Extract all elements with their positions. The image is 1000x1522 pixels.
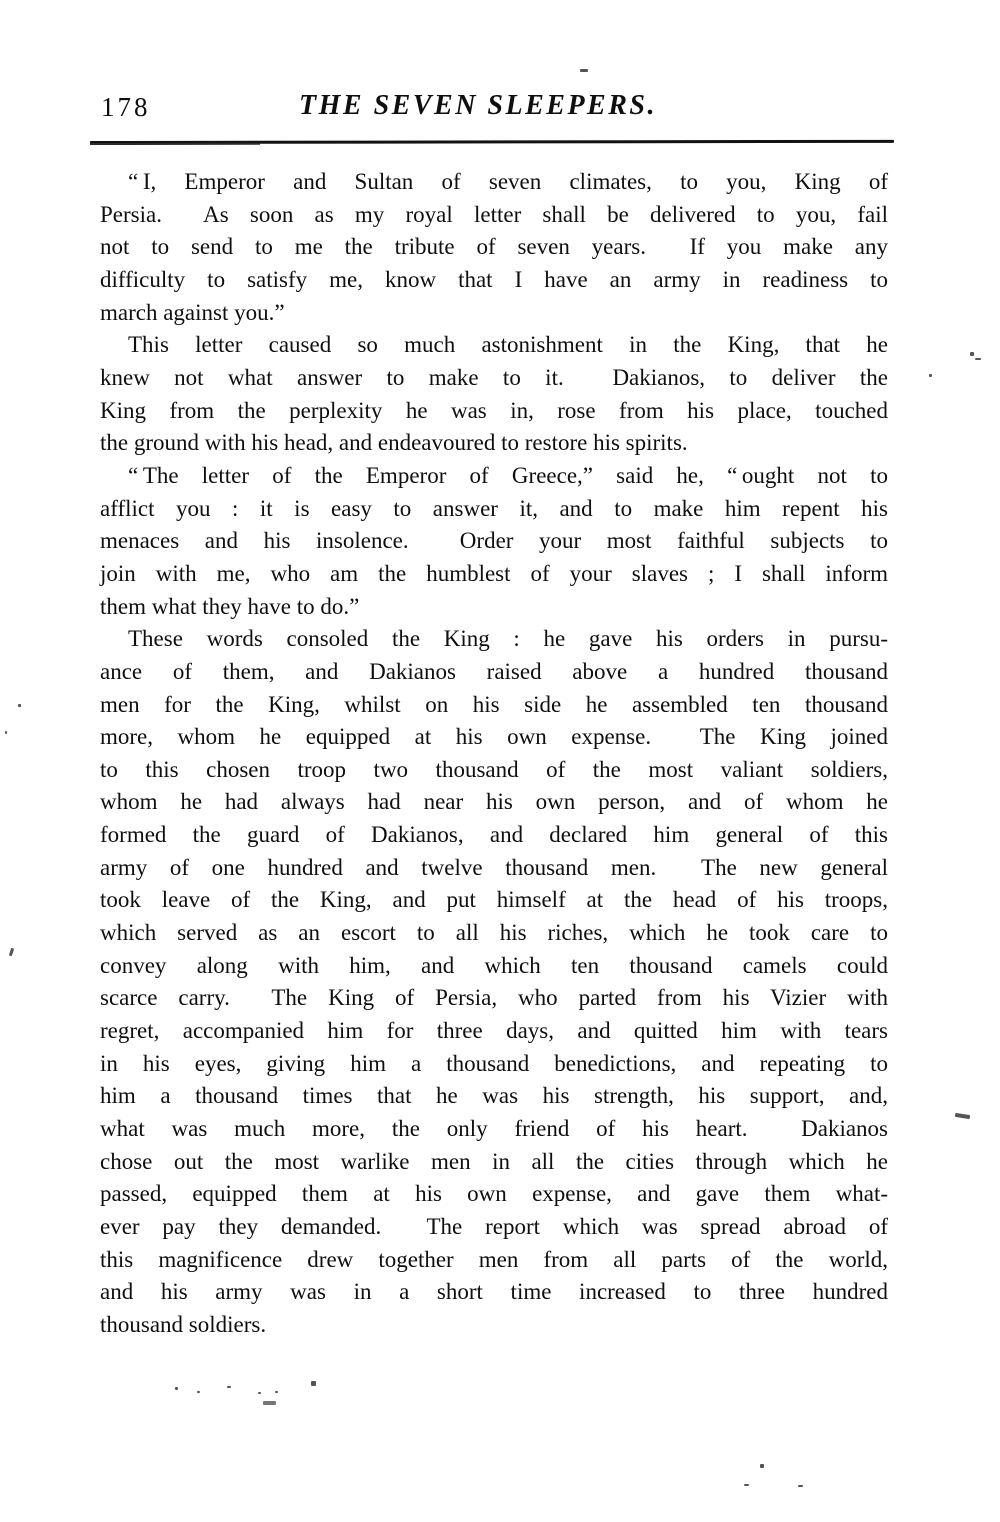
scan-speck bbox=[970, 352, 974, 356]
text-line: ance of them, and Dakianos raised above a hundred thousand bbox=[100, 658, 888, 684]
text-line: King from the perplexity he was in, rose from his place, touched bbox=[100, 397, 888, 423]
text-line: not to send to me the tribute of seven years. If you make any bbox=[100, 234, 888, 260]
scan-speck bbox=[275, 1391, 278, 1393]
scan-speck bbox=[18, 704, 21, 707]
paragraph-2 bbox=[100, 329, 888, 460]
paragraph-1 bbox=[100, 166, 888, 329]
text-line: and his army was in a short time increased to three hundred bbox=[100, 1279, 888, 1305]
body-text bbox=[100, 166, 888, 1342]
scan-speck bbox=[197, 1391, 200, 1393]
text-line: scarce carry. The King of Persia, who parted from his Vizier with bbox=[100, 985, 888, 1011]
text-line: “ The letter of the Emperor of Greece,” said he, “ ought not to bbox=[128, 462, 888, 488]
scan-speck bbox=[311, 1381, 316, 1386]
text-line: These words consoled the King : he gave his orders in pursu- bbox=[128, 626, 888, 652]
text-line: passed, equipped them at his own expense, and gave them what- bbox=[100, 1181, 888, 1207]
text-line: army of one hundred and twelve thousand men. The new general bbox=[100, 854, 888, 880]
text-line: knew not what answer to make to it. Dakianos, to deliver the bbox=[100, 364, 888, 390]
text-line: whom he had always had near his own person, and of whom he bbox=[100, 789, 888, 815]
text-line: men for the King, whilst on his side he assembled ten thousand bbox=[100, 691, 888, 717]
text-line: in his eyes, giving him a thousand benedictions, and repeating to bbox=[100, 1050, 888, 1076]
text-line: which served as an escort to all his riches, which he took care to bbox=[100, 920, 888, 946]
text-line: him a thousand times that he was his strength, his support, and, bbox=[100, 1083, 888, 1109]
text-line: This letter caused so much astonishment in the King, that he bbox=[128, 332, 888, 358]
running-title: THE SEVEN SLEEPERS. bbox=[299, 90, 657, 121]
text-line: Persia. As soon as my royal letter shall be delivered to you, fail bbox=[100, 201, 888, 227]
scan-speck bbox=[975, 358, 981, 360]
text-line: to this chosen troop two thousand of the most valiant soldiers, bbox=[100, 756, 888, 782]
text-line: the ground with his head, and endeavoured to restore his spirits. bbox=[100, 430, 688, 456]
text-line: difficulty to satisfy me, know that I have an army in readiness to bbox=[100, 266, 888, 292]
text-line: this magnificence drew together men from all parts of the world, bbox=[100, 1246, 888, 1272]
text-line: menaces and his insolence. Order your most faithful subjects to bbox=[100, 528, 888, 554]
text-line: ever pay they demanded. The report which was spread abroad of bbox=[100, 1214, 888, 1239]
text-line: march against you.” bbox=[100, 299, 285, 325]
scan-speck bbox=[263, 1401, 276, 1405]
scan-speck bbox=[227, 1386, 231, 1388]
paragraph-3 bbox=[100, 460, 888, 623]
scan-speck bbox=[5, 731, 7, 734]
paragraph-4 bbox=[100, 623, 888, 1341]
text-line: what was much more, the only friend of his heart. Dakianos bbox=[100, 1116, 888, 1142]
text-line: afflict you : it is easy to answer it, and to make him repent his bbox=[100, 495, 888, 521]
scan-speck bbox=[929, 374, 932, 377]
scan-speck bbox=[760, 1464, 764, 1468]
text-line: chose out the most warlike men in all the cities through which he bbox=[100, 1148, 888, 1174]
scan-speck bbox=[580, 69, 588, 72]
text-line: “ I, Emperor and Sultan of seven climates, to you, King of bbox=[128, 169, 888, 194]
text-line: join with me, who am the humblest of your slaves ; I shall inform bbox=[100, 560, 888, 586]
scan-speck bbox=[955, 1113, 970, 1119]
text-line: them what they have to do.” bbox=[100, 593, 360, 619]
scan-speck bbox=[9, 948, 14, 957]
text-line: took leave of the King, and put himself at the head of his troops, bbox=[100, 887, 888, 913]
page-header bbox=[100, 90, 890, 130]
text-line: thousand soldiers. bbox=[100, 1311, 267, 1337]
scan-speck bbox=[744, 1484, 749, 1486]
scan-speck bbox=[798, 1485, 803, 1487]
scan-speck bbox=[258, 1392, 261, 1394]
text-line: convey along with him, and which ten thousand camels could bbox=[100, 952, 888, 978]
page-number: 178 bbox=[101, 92, 151, 122]
text-line: more, whom he equipped at his own expense. The King joined bbox=[100, 724, 888, 750]
text-line: formed the guard of Dakianos, and declared him general of this bbox=[100, 822, 888, 848]
scan-speck bbox=[175, 1387, 179, 1391]
text-line: regret, accompanied him for three days, and quitted him with tears bbox=[100, 1018, 888, 1044]
header-rule bbox=[90, 140, 894, 144]
